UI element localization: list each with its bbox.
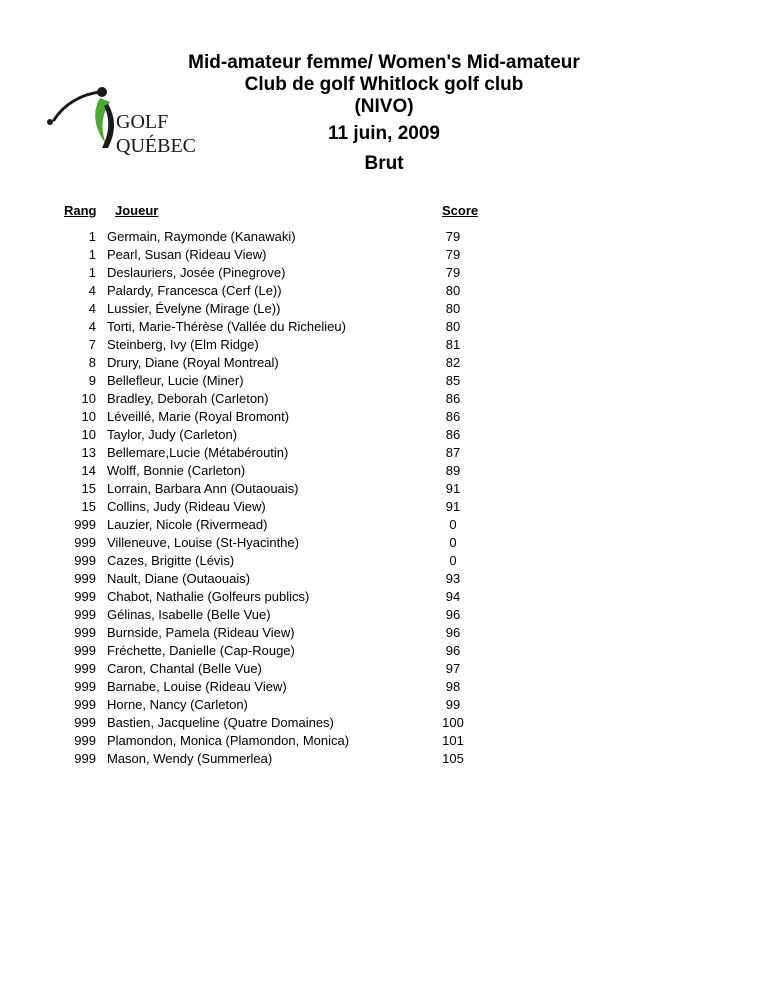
cell-player: Bellemare,Lucie (Métabéroutin)	[107, 445, 289, 460]
title-line-3: (NIVO)	[354, 96, 414, 117]
cell-score: 0	[449, 517, 457, 532]
cell-score: 0	[449, 535, 457, 550]
table-row	[0, 336, 768, 354]
cell-score: 86	[445, 391, 461, 406]
table-row	[0, 750, 768, 768]
table-row	[0, 246, 768, 264]
table-row	[0, 228, 768, 246]
cell-score: 100	[442, 715, 464, 730]
table-row	[0, 534, 768, 552]
column-header-rank: Rang	[64, 203, 97, 218]
cell-rank: 7	[88, 337, 96, 352]
cell-rank: 999	[74, 643, 96, 658]
cell-rank: 14	[81, 463, 96, 478]
cell-player: Deslauriers, Josée (Pinegrove)	[107, 265, 286, 280]
cell-rank: 999	[74, 625, 96, 640]
table-row	[0, 300, 768, 318]
cell-player: Pearl, Susan (Rideau View)	[107, 247, 267, 262]
title-line-1: Mid-amateur femme/ Women's Mid-amateur	[188, 52, 580, 73]
cell-player: Taylor, Judy (Carleton)	[107, 427, 238, 442]
table-row	[0, 660, 768, 678]
table-row	[0, 264, 768, 282]
cell-player: Léveillé, Marie (Royal Bromont)	[107, 409, 290, 424]
cell-rank: 15	[81, 499, 96, 514]
results-rows	[0, 228, 768, 768]
cell-score: 80	[445, 283, 461, 298]
cell-score: 98	[445, 679, 461, 694]
cell-rank: 999	[74, 535, 96, 550]
cell-score: 99	[445, 697, 461, 712]
cell-score: 94	[445, 589, 461, 604]
cell-rank: 4	[88, 319, 96, 334]
table-row	[0, 444, 768, 462]
table-row	[0, 516, 768, 534]
table-row	[0, 606, 768, 624]
cell-score: 101	[442, 733, 464, 748]
cell-rank: 13	[81, 445, 96, 460]
category-label: Brut	[364, 153, 404, 174]
cell-rank: 15	[81, 481, 96, 496]
cell-score: 96	[445, 607, 461, 622]
cell-score: 96	[445, 625, 461, 640]
table-row	[0, 696, 768, 714]
cell-rank: 4	[88, 283, 96, 298]
table-row	[0, 570, 768, 588]
cell-player: Horne, Nancy (Carleton)	[107, 697, 248, 712]
cell-rank: 999	[74, 715, 96, 730]
table-row	[0, 498, 768, 516]
logo-text-golf: GOLF	[116, 111, 169, 133]
cell-rank: 9	[88, 373, 96, 388]
cell-score: 79	[445, 247, 461, 262]
cell-score: 86	[445, 409, 461, 424]
table-row	[0, 624, 768, 642]
cell-score: 105	[442, 751, 464, 766]
cell-rank: 999	[74, 661, 96, 676]
cell-score: 96	[445, 643, 461, 658]
table-row	[0, 354, 768, 372]
cell-player: Lussier, Évelyne (Mirage (Le))	[107, 301, 281, 316]
cell-player: Fréchette, Danielle (Cap-Rouge)	[107, 643, 295, 658]
cell-rank: 999	[74, 697, 96, 712]
table-row	[0, 552, 768, 570]
title-line-2: Club de golf Whitlock golf club	[244, 74, 524, 95]
cell-player: Steinberg, Ivy (Elm Ridge)	[107, 337, 259, 352]
cell-player: Wolff, Bonnie (Carleton)	[107, 463, 246, 478]
cell-rank: 999	[74, 553, 96, 568]
cell-player: Bellefleur, Lucie (Miner)	[107, 373, 244, 388]
cell-rank: 999	[74, 733, 96, 748]
column-header-score: Score	[442, 203, 479, 218]
cell-player: Mason, Wendy (Summerlea)	[107, 751, 273, 766]
cell-score: 85	[445, 373, 461, 388]
cell-score: 91	[445, 499, 461, 514]
cell-player: Caron, Chantal (Belle Vue)	[107, 661, 262, 676]
cell-rank: 999	[74, 589, 96, 604]
cell-rank: 999	[74, 751, 96, 766]
document-header	[0, 52, 768, 175]
cell-rank: 1	[88, 247, 96, 262]
cell-score: 80	[445, 319, 461, 334]
table-row	[0, 732, 768, 750]
cell-rank: 10	[81, 391, 96, 406]
cell-player: Burnside, Pamela (Rideau View)	[107, 625, 295, 640]
cell-player: Drury, Diane (Royal Montreal)	[107, 355, 279, 370]
cell-rank: 1	[88, 265, 96, 280]
cell-rank: 999	[74, 571, 96, 586]
cell-rank: 10	[81, 427, 96, 442]
cell-player: Bradley, Deborah (Carleton)	[107, 391, 269, 406]
cell-score: 79	[445, 265, 461, 280]
logo-text-quebec: QUÉBEC	[116, 135, 196, 157]
cell-rank: 1	[88, 229, 96, 244]
table-row	[0, 372, 768, 390]
table-row	[0, 282, 768, 300]
cell-player: Villeneuve, Louise (St-Hyacinthe)	[107, 535, 299, 550]
cell-player: Lauzier, Nicole (Rivermead)	[107, 517, 268, 532]
column-header-player: Joueur	[115, 203, 159, 218]
table-row	[0, 480, 768, 498]
table-row	[0, 678, 768, 696]
cell-player: Barnabe, Louise (Rideau View)	[107, 679, 287, 694]
cell-score: 93	[445, 571, 461, 586]
cell-player: Torti, Marie-Thérèse (Vallée du Richelieu)	[107, 319, 346, 334]
cell-player: Lorrain, Barbara Ann (Outaouais)	[107, 481, 299, 496]
table-row	[0, 588, 768, 606]
table-row	[0, 408, 768, 426]
cell-player: Nault, Diane (Outaouais)	[107, 571, 251, 586]
cell-score: 82	[445, 355, 461, 370]
cell-rank: 10	[81, 409, 96, 424]
cell-rank: 999	[74, 607, 96, 622]
table-row	[0, 714, 768, 732]
event-date: 11 juin, 2009	[328, 123, 440, 144]
cell-score: 97	[445, 661, 461, 676]
cell-rank: 999	[74, 517, 96, 532]
cell-player: Chabot, Nathalie (Golfeurs publics)	[107, 589, 310, 604]
cell-score: 0	[449, 553, 457, 568]
cell-score: 86	[445, 427, 461, 442]
cell-score: 87	[445, 445, 461, 460]
cell-player: Gélinas, Isabelle (Belle Vue)	[107, 607, 271, 622]
cell-player: Bastien, Jacqueline (Quatre Domaines)	[107, 715, 334, 730]
cell-player: Cazes, Brigitte (Lévis)	[107, 553, 235, 568]
cell-score: 79	[445, 229, 461, 244]
cell-score: 91	[445, 481, 461, 496]
table-row	[0, 426, 768, 444]
cell-player: Palardy, Francesca (Cerf (Le))	[107, 283, 282, 298]
table-row	[0, 390, 768, 408]
table-row	[0, 318, 768, 336]
cell-rank: 999	[74, 679, 96, 694]
table-row	[0, 462, 768, 480]
cell-player: Plamondon, Monica (Plamondon, Monica)	[107, 733, 350, 748]
cell-rank: 8	[88, 355, 96, 370]
cell-player: Collins, Judy (Rideau View)	[107, 499, 266, 514]
cell-score: 89	[445, 463, 461, 478]
table-row	[0, 642, 768, 660]
cell-score: 80	[445, 301, 461, 316]
cell-player: Germain, Raymonde (Kanawaki)	[107, 229, 296, 244]
cell-score: 81	[445, 337, 461, 352]
cell-rank: 4	[88, 301, 96, 316]
